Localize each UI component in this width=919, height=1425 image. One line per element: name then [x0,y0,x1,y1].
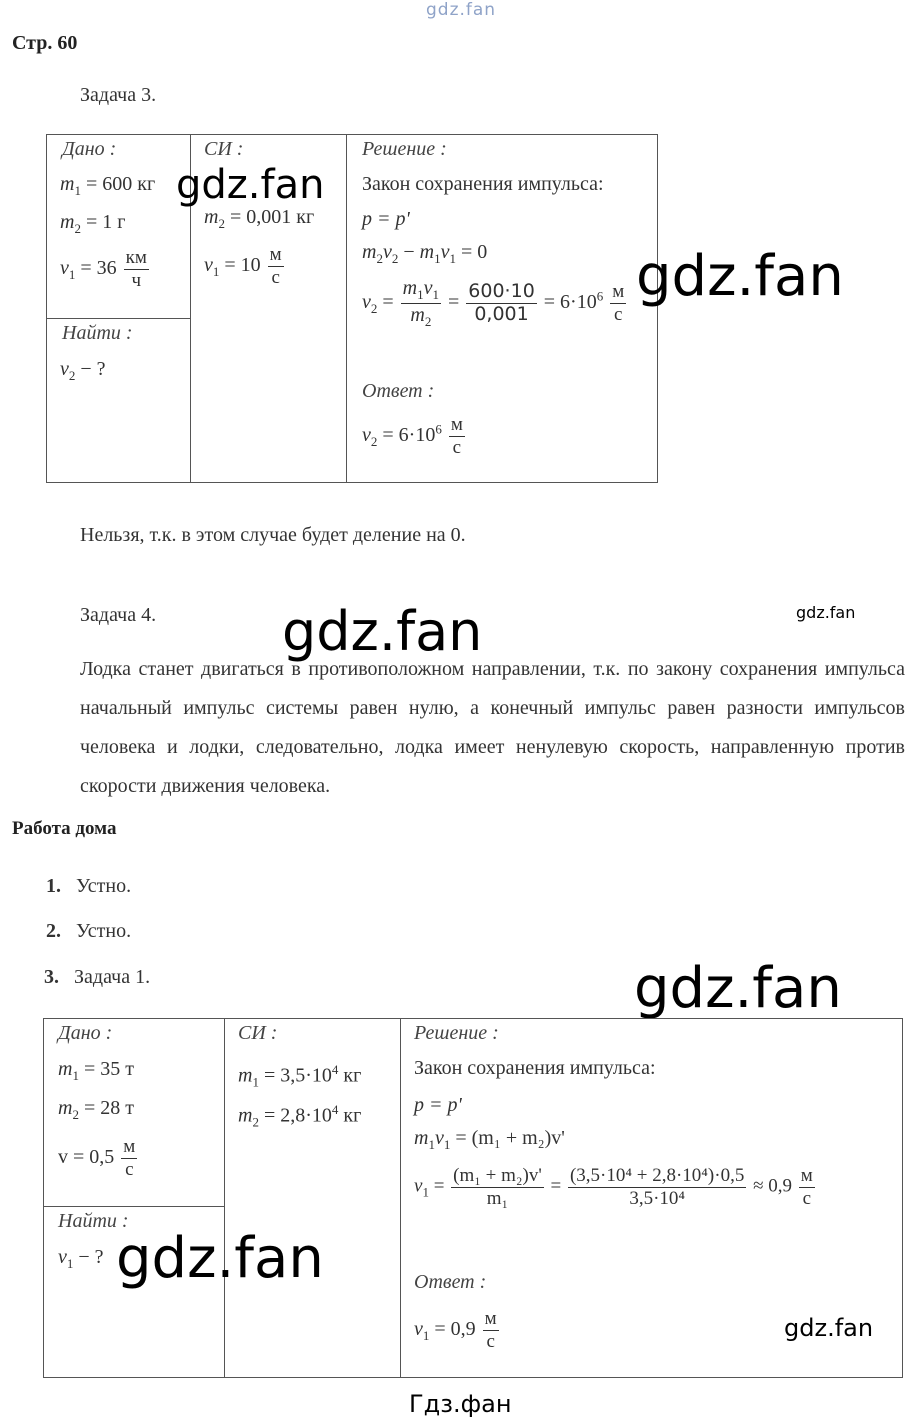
task3-solution-eq2: $m_2v_2 - m_1v_1 = 0$ [362,241,488,266]
task3-si-label: СИ : [204,138,244,160]
watermark-big: gdz.fan [176,162,325,208]
task1-solution-law: Закон сохранения импульса: [414,1057,656,1079]
task3-given-v1: $v_1 = 36$ $\frac{км}{ч}$ [60,247,147,291]
task3-given-m1: $m_1 = 600$ кг [60,173,156,198]
footer-watermark: Гдз.фан [409,1390,512,1418]
task1-answer-unit: $\frac{м}{с}$ [484,1308,497,1352]
task3-given-v1-unit: $\frac{км}{ч}$ [125,247,147,291]
task1-solution-label: Решение : [414,1022,499,1044]
task3-given-label: Дано : [62,138,117,160]
task1-given-v-unit: $\frac{м}{с}$ [123,1136,136,1180]
list-item: 2. Устно. [46,920,132,942]
task3-solution-frac-symbolic: $\frac{m_1v_1}{m_2}$ [402,277,440,329]
task3-solution-law: Закон сохранения импульса: [362,173,604,195]
task1-given-m2: $m_2 = 28$ т [58,1097,134,1122]
task1-solution-eq2: $m_1v_1 = (m_1 + m_2)v'$ [414,1127,565,1152]
page-title: Стр. 60 [12,32,78,54]
task3-solution-frac-numeric: $\frac{600\cdot 10}{0,001}$ [468,280,535,325]
note-text: Нельзя, т.к. в этом случае будет деление на 0. [80,524,466,546]
watermark-big: gdz.fan [282,600,483,663]
task3-solution-unit: $\frac{м}{с}$ [612,281,625,325]
task1-si-m1: $m_1 = 3,5\cdot 10^4$ кг [238,1062,362,1090]
task3-answer-value: $v_2 = 6\cdot 10^6$ $\frac{м}{с}$ [362,414,463,458]
task4-text: Лодка станет двигаться в противоположном направлении, т.к. по закону сохранения импульса начальный импульс системы равен нулю, а конечный импульс равен разности импульсов человека и лодки, следовательно, лодка имеет ненулевую скорость, направленную против скорости движения человека. [80,658,905,797]
task3-find-label: Найти : [62,322,133,344]
task1-solution-eq1: p = p' [414,1094,462,1116]
task3-given-m2: $m_2 = 1$ г [60,211,126,236]
watermark-big: gdz.fan [636,244,844,309]
task3-solution-label: Решение : [362,138,447,160]
task1-given-label: Дано : [58,1022,113,1044]
task3-find-value: $v_2$ − ? [60,358,106,383]
task4-heading: Задача 4. [80,604,157,626]
task1-find-label: Найти : [58,1210,129,1232]
task3-heading: Задача 3. [80,84,157,106]
watermark-small: gdz.fan [796,603,856,622]
task3-solution-eq3: $v_2$ = $\frac{m_1v_1}{m_2}$ = $\frac{600\cdot 10}{0,001}$ = $6\cdot 10^6$ $\frac{м}{с}$ [362,277,625,329]
task3-si-m2: $m_2 = 0,001$ кг [204,206,315,231]
task1-solution-frac-numeric: $\frac{\text{(3,5·10⁴ + 2,8·10⁴)·0,5}}{\text{3,5·10⁴}}$ [569,1165,745,1209]
task3-si-v1: $v_1 = 10$ $\frac{м}{с}$ [204,244,282,288]
task1-si-label: СИ : [238,1022,278,1044]
list-item: 3. Задача 1. [44,966,151,988]
task1-solution-unit: $\frac{м}{с}$ [800,1165,813,1209]
watermark-big: gdz.fan [116,1226,324,1291]
task3-answer-unit: $\frac{м}{с}$ [450,414,463,458]
task1-answer-value: $v_1 = 0,9$ $\frac{м}{с}$ [414,1308,497,1352]
task3-solution-eq1: p = p' [362,208,410,230]
task3-answer-label: Ответ : [362,380,435,402]
task1-find-value: $v_1$ − ? [58,1246,104,1271]
task1-si-m2: $m_2 = 2,8\cdot 10^4$ кг [238,1102,362,1130]
task1-solution-frac-symbolic: $\frac{\text{(m₁ + m₂)v'}}{\text{m₁}}$ [453,1165,542,1209]
task1-given-m1: $m_1 = 35$ т [58,1058,134,1083]
task1-solution-eq3: $v_1$ = $\frac{\text{(m₁ + m₂)v'}}{\text{m₁}}$ = $\frac{\text{(3,5·10⁴ + 2,8·10⁴)·0,5}}{\text{3,5·10⁴}}$ ≈ 0,9 $\frac{м}{с}$ [414,1165,813,1209]
home-heading: Работа дома [12,818,117,839]
watermark-small: gdz.fan [784,1314,874,1342]
list-item: 1. Устно. [46,875,132,897]
watermark-top: gdz.fan [426,0,497,20]
task1-given-v: v = 0,5 $\frac{м}{с}$ [58,1136,136,1180]
watermark-big: gdz.fan [634,956,842,1021]
task3-si-v1-unit: $\frac{м}{с}$ [269,244,282,288]
task1-answer-label: Ответ : [414,1271,487,1293]
